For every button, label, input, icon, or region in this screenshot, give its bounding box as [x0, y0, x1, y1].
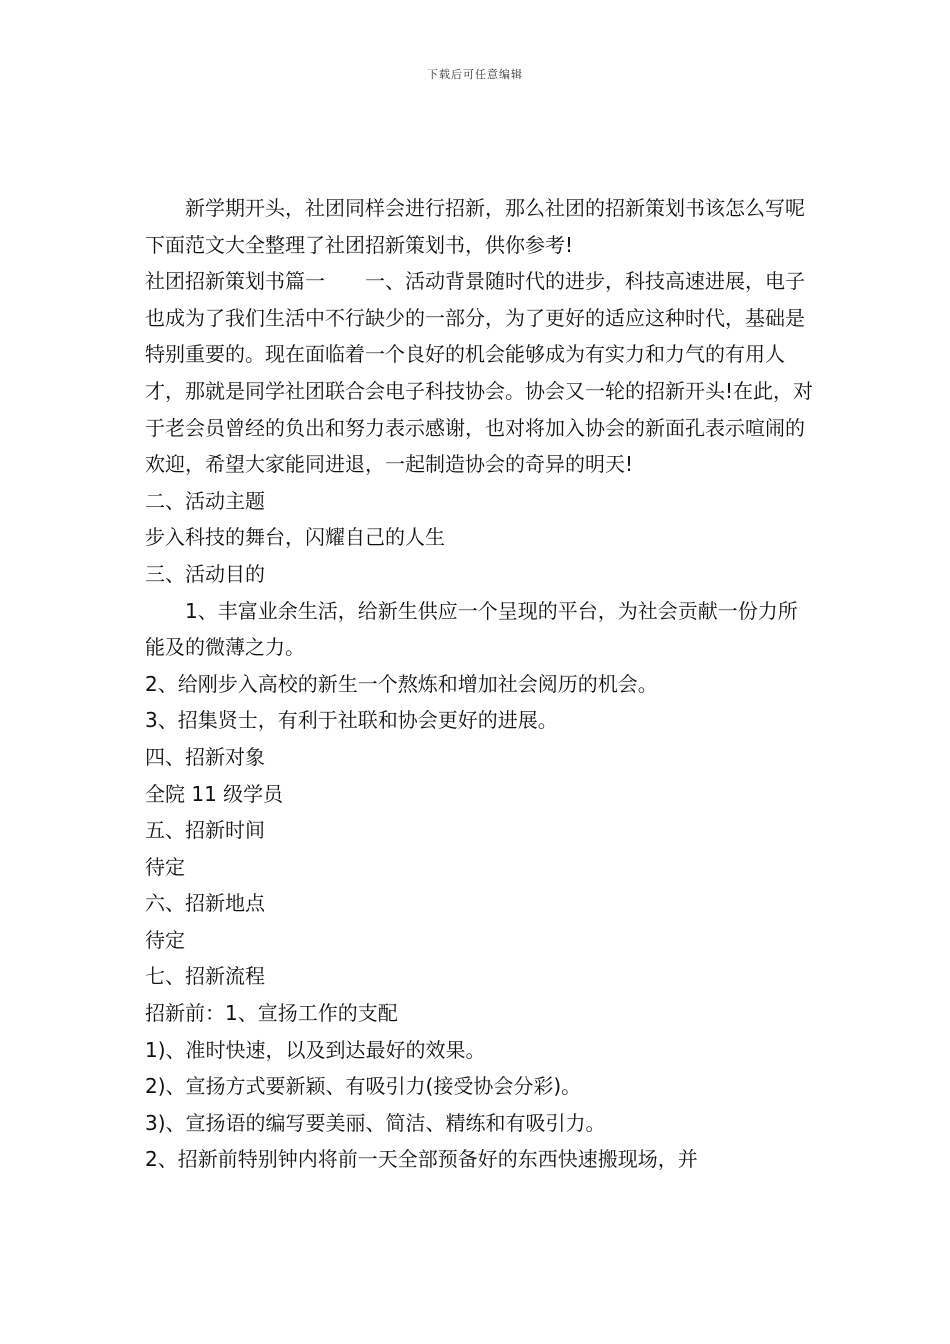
location-text: 待定 [145, 927, 185, 952]
intro-paragraph: 新学期开头，社团同样会进行招新，那么社团的招新策划书该怎么写呢下面范文大全整理了社团招新策划书，供你参考! [145, 196, 805, 257]
time-text: 待定 [145, 854, 185, 879]
section-heading-location: 六、招新地点 [145, 891, 265, 916]
purpose-item-1: 1、丰富业余生活，给新生供应一个呈现的平台，为社会贡献一份力所能及的微薄之力。 [145, 598, 798, 660]
process-before-heading: 招新前：1、宣扬工作的支配 [145, 1001, 398, 1026]
page-header-note: 下载后可任意编辑 [427, 68, 523, 81]
process-item-3: 3)、宣扬语的编写要美丽、简洁、精练和有吸引力。 [145, 1110, 606, 1135]
section-heading-process: 七、招新流程 [145, 964, 265, 989]
process-step-2: 2、招新前特别钟内将前一天全部预备好的东西快速搬现场，并 [145, 1147, 698, 1172]
purpose-item-3: 3、招集贤士，有利于社联和协会更好的进展。 [145, 708, 558, 733]
theme-text: 步入科技的舞台，闪耀自己的人生 [145, 525, 445, 550]
section-heading-purpose: 三、活动目的 [145, 561, 265, 586]
process-item-2: 2)、宣扬方式要新颖、有吸引力(接受协会分彩)。 [145, 1074, 582, 1099]
background-paragraph: 社团招新策划书篇一 一、活动背景随时代的进步，科技高速进展，电子也成为了我们生活中不行缺少的一部分，为了更好的适应这种时代，基础是特别重要的。现在面临着一个良好的机会能够成为有实力和力气的有用人才，那就是同学社团联合会电子科技协会。协会又一轮的招新开头!在此，对于老会员曾经的负出和努力表示感谢，也对将加入协会的新面孔表示喧闹的欢迎，希望大家能同进退，一起制造协会的奇异的明天! [145, 269, 814, 477]
section-heading-theme: 二、活动主题 [145, 488, 265, 513]
target-text: 全院 11 级学员 [145, 781, 284, 806]
document-body [145, 190, 815, 1178]
purpose-item-2: 2、给刚步入高校的新生一个熬炼和增加社会阅历的机会。 [145, 671, 658, 696]
process-item-1: 1)、准时快速，以及到达最好的效果。 [145, 1037, 486, 1062]
section-heading-target: 四、招新对象 [145, 744, 265, 769]
section-heading-time: 五、招新时间 [145, 818, 265, 843]
